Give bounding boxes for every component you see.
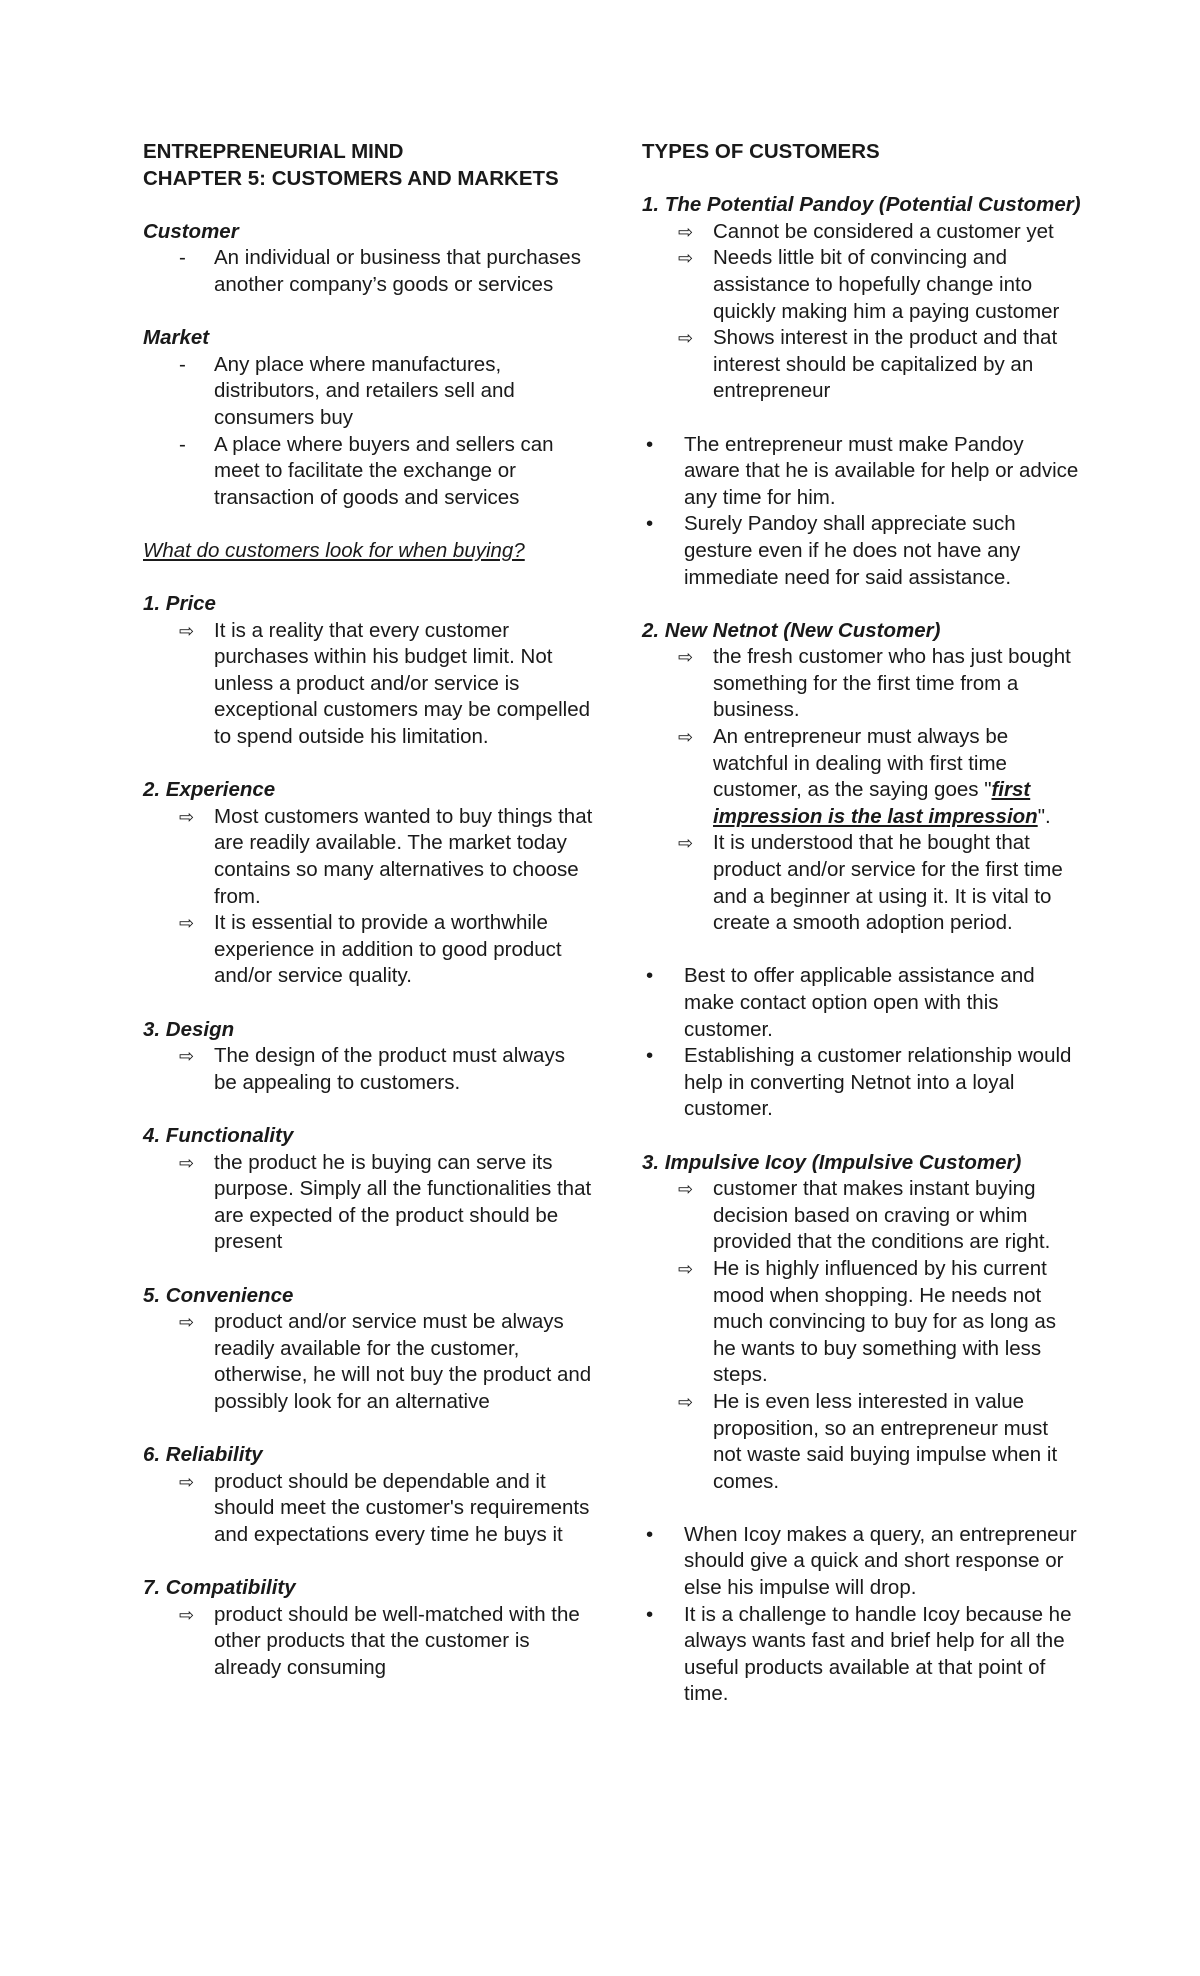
list-item: • The entrepreneur must make Pandoy aware that he is available for help or advice any time for him. bbox=[646, 432, 1079, 509]
list-item: • Best to offer applicable assistance and make contact option open with this customer. bbox=[646, 964, 1035, 1041]
arrow-right-icon: ⇨ bbox=[179, 1152, 195, 1173]
type-heading-netnot: 2. New Netnot (New Customer) bbox=[642, 618, 941, 642]
dash-marker: - bbox=[179, 432, 186, 456]
list-item: • When Icoy makes a query, an entrepreneur should give a quick and short response or else his impulse will drop. bbox=[646, 1522, 1077, 1600]
factor-heading-functionality: 4. Functionality bbox=[143, 1123, 294, 1147]
factor-list-compatibility bbox=[143, 1602, 593, 1682]
list-item: • Establishing a customer relationship would help in converting Netnot into a loyal customer. bbox=[646, 1044, 1072, 1121]
factor-list-experience bbox=[143, 804, 593, 990]
list-item: ⇨ He is even less interested in value proposition, so an entrepreneur must not waste said buying impulse when it comes. bbox=[678, 1389, 1058, 1493]
pandoy-arrow-list bbox=[642, 219, 1082, 405]
question-heading: What do customers look for when buying? bbox=[143, 538, 525, 562]
market-heading: Market bbox=[143, 326, 210, 350]
list-item: ⇨ He is highly influenced by his current mood when shopping. He needs not much convincing to buy for as long as he wants to buy something with less steps. bbox=[678, 1256, 1056, 1387]
factor-heading-price: 1. Price bbox=[143, 592, 216, 616]
list-item: ⇨ Needs little bit of convincing and assistance to hopefully change into quickly making him a paying customer bbox=[678, 246, 1060, 323]
customer-definition-list bbox=[143, 245, 593, 298]
factor-list-convenience bbox=[143, 1309, 593, 1415]
list-item: ⇨ It is understood that he bought that product and/or service for the first time and a beginner at using it. It is vital to create a smooth adoption period. bbox=[678, 831, 1063, 935]
list-item: ⇨ It is essential to provide a worthwhile experience in addition to good product and/or service quality. bbox=[179, 911, 562, 988]
arrow-right-icon: ⇨ bbox=[678, 248, 694, 269]
market-definition-list bbox=[143, 352, 593, 512]
list-item: ⇨ The design of the product must always be appealing to customers. bbox=[179, 1044, 565, 1094]
list-item: ⇨ product and/or service must be always readily available for the customer, otherwise, he will not buy the product and possibly look for an alternative bbox=[179, 1310, 592, 1413]
list-item: ⇨ Cannot be considered a customer yet bbox=[642, 219, 1082, 246]
arrow-right-icon: ⇨ bbox=[678, 833, 694, 854]
netnot-arrow-list bbox=[642, 644, 1082, 937]
list-item: - Any place where manufactures, distributors, and retailers sell and consumers buy bbox=[179, 352, 515, 429]
type-heading-icoy: 3. Impulsive Icoy (Impulsive Customer) bbox=[642, 1150, 1022, 1174]
factor-list-price bbox=[143, 618, 593, 751]
customer-heading: Customer bbox=[143, 219, 239, 243]
arrow-right-icon: ⇨ bbox=[678, 647, 694, 668]
icoy-arrow-list bbox=[642, 1176, 1082, 1495]
arrow-right-icon: ⇨ bbox=[678, 221, 694, 242]
list-item: ⇨ An entrepreneur must always be watchful in dealing with first time customer, as the saying goes "first impression is the last impression". bbox=[678, 725, 1051, 828]
factor-heading-convenience: 5. Convenience bbox=[143, 1283, 294, 1307]
netnot-bullet-list bbox=[642, 963, 1082, 1123]
list-item: - A place where buyers and sellers can meet to facilitate the exchange or transaction of goods and services bbox=[179, 432, 554, 509]
arrow-right-icon: ⇨ bbox=[179, 1471, 195, 1492]
pandoy-bullet-list bbox=[642, 432, 1082, 592]
arrow-right-icon: ⇨ bbox=[678, 1391, 694, 1412]
type-heading-pandoy: 1. The Potential Pandoy (Potential Customer) bbox=[642, 193, 1081, 217]
left-column bbox=[143, 139, 593, 1681]
list-item: ⇨ the product he is buying can serve its purpose. Simply all the functionalities that are expected of the product should be present bbox=[179, 1150, 592, 1254]
types-title: TYPES OF CUSTOMERS bbox=[642, 140, 880, 163]
list-item: - An individual or business that purchases another company’s goods or services bbox=[179, 246, 581, 296]
emphasized-saying: first impression is the last impression bbox=[713, 778, 1038, 828]
list-item: • It is a challenge to handle Icoy because he always wants fast and brief help for all the useful products available at that point of time. bbox=[646, 1602, 1072, 1706]
chapter-title: CHAPTER 5: CUSTOMERS AND MARKETS bbox=[143, 166, 559, 190]
list-item: ⇨ product should be dependable and it should meet the customer's requirements and expectations every time he buys it bbox=[179, 1469, 590, 1546]
icoy-bullet-list bbox=[642, 1522, 1082, 1708]
bullet-icon: • bbox=[646, 1044, 654, 1068]
arrow-right-icon: ⇨ bbox=[179, 1604, 195, 1625]
list-item: ⇨ customer that makes instant buying decision based on craving or whim provided that the conditions are right. bbox=[678, 1177, 1051, 1254]
factor-heading-compatibility: 7. Compatibility bbox=[143, 1576, 296, 1600]
bullet-icon: • bbox=[646, 432, 654, 456]
list-item: ⇨ Most customers wanted to buy things that are readily available. The market today contains so many alternatives to choose from. bbox=[179, 804, 593, 908]
list-item: • Surely Pandoy shall appreciate such gesture even if he does not have any immediate need for said assistance. bbox=[646, 512, 1021, 589]
arrow-right-icon: ⇨ bbox=[678, 328, 694, 349]
factor-heading-reliability: 6. Reliability bbox=[143, 1443, 263, 1467]
arrow-right-icon: ⇨ bbox=[179, 806, 195, 827]
list-item: ⇨ product should be well-matched with the other products that the customer is already consuming bbox=[179, 1602, 580, 1679]
right-column bbox=[642, 139, 1082, 1708]
bullet-icon: • bbox=[646, 1522, 654, 1546]
factor-list-design bbox=[143, 1043, 593, 1096]
bullet-icon: • bbox=[646, 964, 654, 988]
arrow-right-icon: ⇨ bbox=[179, 1312, 195, 1333]
arrow-right-icon: ⇨ bbox=[179, 913, 195, 934]
arrow-right-icon: ⇨ bbox=[678, 1179, 694, 1200]
list-item: ⇨ the fresh customer who has just bought something for the first time from a business. bbox=[678, 645, 1071, 722]
document-title: ENTREPRENEURIAL MIND bbox=[143, 140, 404, 163]
list-item: ⇨ Shows interest in the product and that interest should be capitalized by an entrepreneur bbox=[678, 326, 1058, 403]
factor-list-functionality bbox=[143, 1150, 593, 1256]
dash-marker: - bbox=[179, 352, 186, 376]
factor-list-reliability bbox=[143, 1469, 593, 1549]
factor-heading-experience: 2. Experience bbox=[143, 778, 276, 802]
bullet-icon: • bbox=[646, 1602, 654, 1626]
arrow-right-icon: ⇨ bbox=[179, 1046, 195, 1067]
bullet-icon: • bbox=[646, 512, 654, 536]
arrow-right-icon: ⇨ bbox=[678, 1258, 694, 1279]
arrow-right-icon: ⇨ bbox=[678, 727, 694, 748]
factor-heading-design: 3. Design bbox=[143, 1017, 235, 1041]
dash-marker: - bbox=[179, 246, 186, 270]
arrow-right-icon: ⇨ bbox=[179, 620, 195, 641]
list-item: ⇨ It is a reality that every customer purchases within his budget limit. Not unless a product and/or service is exceptional customers may be compelled to spend outside his limitation. bbox=[179, 618, 591, 749]
